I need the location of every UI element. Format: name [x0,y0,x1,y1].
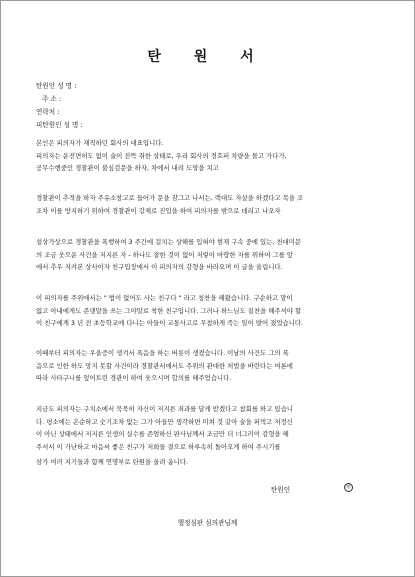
paragraph-line: 따라 사타구니를 엎어트린 경관이 하여 웃으시며 합의를 해주었습니다. [36,374,232,383]
paragraph-4 [36,292,396,330]
paragraph-line: 삼가 여러 지기들과 함께 연명부로 탄원을 올려 옵니다. [36,458,189,466]
paragraph-line: 이 피의자를 주위에서는 " 법이 없어도 사는 친구다 " 라고 칭찬을 해왔습니다. 구순하고 말이 [36,294,293,302]
field-applicant-name [36,80,91,93]
paragraph-line: 경찰관이 추적을 하자 주유소창고로 들어가 문을 잠그고 나서는, 렉대도 자살을 하겠다고 목을 조 [36,194,304,202]
applicant-info [36,80,91,132]
field-contact [36,106,91,119]
field-label: 연락처 : [36,108,60,116]
paragraph-line: 지금도 피의자는 구치소에서 묵묵히 자신이 저지른 죄과를 달게 받겠다고 참회를 하고 있습니 [36,405,293,413]
paragraph-1 [36,137,396,175]
paragraph-2 [36,192,396,217]
paragraph-line: 본인은 피의자가 재직하던 회사의 대표입니다. [36,139,164,147]
paragraph-line: 공무수행중인 경찰관이 불심검문을 하자, 차에서 내려 도망을 치고 [36,164,219,173]
paragraph-line: 설상가상으로 경찰관을 폭행하여 3 주간에 걸치는 상해를 입혀야 현재 구속 중에 있는, 천대미문 [36,238,302,246]
addressee: 행정심판 심의관님께 [177,519,238,527]
paragraph-3 [36,236,396,274]
paragraph-line: 이 아닌 상태에서 저지른 인생의 실수를 존엄하신 판사님께서 조금만 더 너그러이 감형을 해 [36,430,289,439]
paragraph-5 [36,347,396,385]
field-label: 주 소 : [42,95,62,103]
paragraph-line: 음으로 인한 하도 망지 못할 사건이라 경찰관서에서도 주위의 관대한 처벌을 바란다는 여론에 [36,361,293,370]
paragraph-7 [36,456,396,469]
paragraph-line: 의 조금 웃으운 사건을 저지른 자 - 하나도 잘한 것이 없어 저렇이 마땅한 자를 위하여 그를 앞 [36,250,294,259]
signature-label: 탄원인 [271,486,291,494]
field-label: 탄원인 성 명 : [36,82,77,90]
seal-icon: ㊞ [345,484,351,490]
paragraph-line: 주셔서 이 가난하고 마음씨 좋은 친구가 저희들 곁으로 하루속히 돌아오게 하여 주시기를 [36,442,281,451]
field-respondent-name [36,119,91,132]
paragraph-line: 없고 아내에게도 존댓말을 쓰는 그야말로 착한 친구입니다. 그러나 하느님도 질찬을 해주셔야 할 [36,306,302,315]
document-title: 탄 원 서 [147,49,268,65]
paragraph-line: 피의자는 운전면허도 없이 술이 잔뜩 취한 상태로, 우리 회사의 경호퍼 차량을 몰고 가다가, [36,151,287,160]
field-label: 피탄원인 성 명 : [36,121,83,129]
paragraph-line: 다. 평소에는 온순하고 숫기조차 없는 그가 아들만 생각하면 미쳐 것 같아 술을 퍼먹고 저정신 [36,417,293,426]
paragraph-line: 이 친구에게 3 년 전 초등학교에 다니는 아들이 교통사고로 무참하게 죽는 일이 발어 졌었습니다. [36,319,304,328]
field-address [36,93,91,106]
paragraph-line: 조차 이를 방지하기 위하여 경찰관이 강제로 진입을 하여 피의자를 밖으로 데리고 나오자 [36,206,281,215]
paragraph-6 [36,403,396,453]
paragraph-line: 에서 추우 지켜본 상사이자 친구입장에서 이 피의자의 감형을 바라오며 이 글을 올립니다. [36,263,283,272]
paragraph-line: 이때부터 피의자는 우울증이 생겨서 폭음을 하는 버릇이 생겼습니다. 이날의 사건도 그의 폭 [36,349,289,357]
